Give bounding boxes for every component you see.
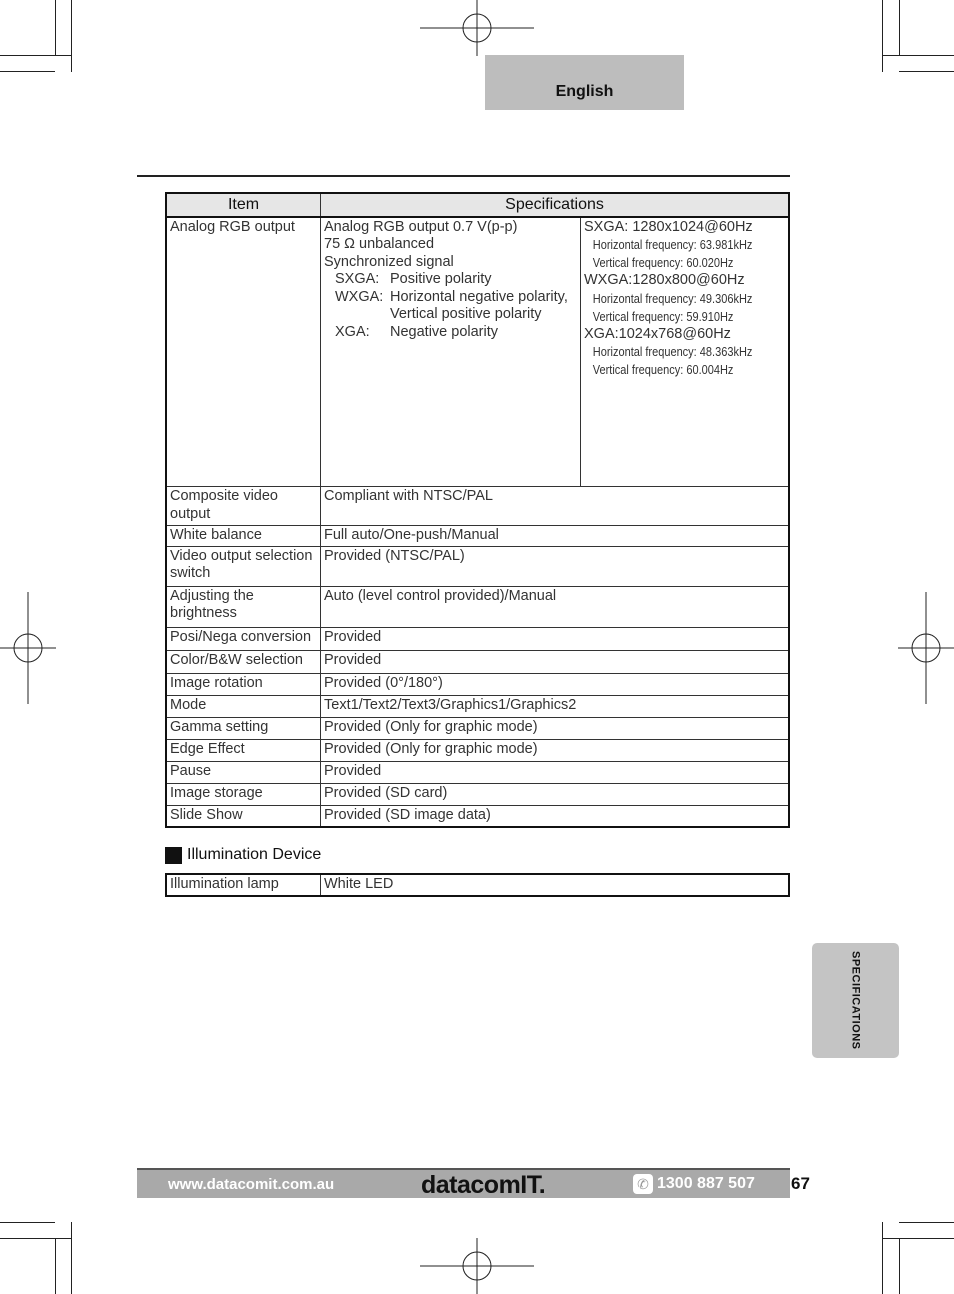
row-item: Video output selection switch xyxy=(166,546,321,586)
footer-phone xyxy=(633,1174,755,1194)
table-row xyxy=(166,717,789,739)
mode-vertical-frequency: Vertical frequency: 59.910Hz xyxy=(592,309,734,324)
signal-row xyxy=(324,289,577,324)
crop-mark xyxy=(0,71,55,72)
header-item: Item xyxy=(166,193,321,217)
row-spec: White LED xyxy=(321,874,790,896)
row-spec: Provided xyxy=(321,627,790,650)
analog-rgb-signal-cell xyxy=(321,217,581,487)
table-row xyxy=(166,761,789,783)
language-tab-label: English xyxy=(555,83,614,100)
analog-rgb-mode-cell xyxy=(581,217,790,487)
signal-row xyxy=(324,271,577,289)
crop-mark xyxy=(899,1222,954,1223)
signal-value: Positive polarity xyxy=(390,271,492,287)
section-side-tab xyxy=(812,943,899,1058)
specifications-table xyxy=(165,192,790,828)
section-heading-illumination xyxy=(165,846,321,864)
table-row xyxy=(166,805,789,827)
crop-mark xyxy=(0,55,72,56)
table-header-row xyxy=(166,193,789,217)
table-row xyxy=(166,526,789,547)
crop-mark xyxy=(899,0,900,55)
row-spec: Provided (Only for graphic mode) xyxy=(321,717,790,739)
row-spec: Provided (0°/180°) xyxy=(321,673,790,695)
registration-mark-icon xyxy=(0,592,56,704)
table-row xyxy=(166,783,789,805)
language-tab xyxy=(485,55,684,110)
table-row xyxy=(166,695,789,717)
row-spec: Provided (NTSC/PAL) xyxy=(321,546,790,586)
table-row xyxy=(166,739,789,761)
row-spec: Auto (level control provided)/Manual xyxy=(321,586,790,627)
signal-value-line: Vertical positive polarity xyxy=(390,306,542,322)
signal-key: SXGA: xyxy=(335,271,380,287)
row-item: Adjusting the brightness xyxy=(166,586,321,627)
row-spec: Provided (SD card) xyxy=(321,783,790,805)
table-row xyxy=(166,487,789,526)
row-item: Slide Show xyxy=(166,805,321,827)
crop-mark xyxy=(71,1222,72,1294)
row-item: Mode xyxy=(166,695,321,717)
table-row xyxy=(166,874,789,896)
footer-url: www.datacomit.com.au xyxy=(168,1176,335,1193)
crop-mark xyxy=(882,1238,954,1239)
signal-value xyxy=(390,289,568,324)
mode-name: SXGA: 1280x1024@60Hz xyxy=(584,218,753,235)
row-spec: Full auto/One-push/Manual xyxy=(321,526,790,547)
mode-horizontal-frequency: Horizontal frequency: 49.306kHz xyxy=(592,291,753,306)
table-row xyxy=(166,627,789,650)
crop-mark xyxy=(0,1238,72,1239)
row-spec: Compliant with NTSC/PAL xyxy=(321,487,790,526)
crop-mark xyxy=(899,1238,900,1294)
mode-horizontal-frequency: Horizontal frequency: 63.981kHz xyxy=(592,238,753,252)
row-item: Pause xyxy=(166,761,321,783)
registration-mark-icon xyxy=(898,592,954,704)
row-spec: Text1/Text2/Text3/Graphics1/Graphics2 xyxy=(321,695,790,717)
table-row xyxy=(166,650,789,673)
crop-mark xyxy=(882,55,954,56)
registration-mark-icon xyxy=(420,0,534,56)
mode-horizontal-frequency: Horizontal frequency: 48.363kHz xyxy=(592,345,753,359)
row-item: Edge Effect xyxy=(166,739,321,761)
crop-mark xyxy=(899,71,954,72)
row-item: Color/B&W selection xyxy=(166,650,321,673)
row-item: Image rotation xyxy=(166,673,321,695)
table-row xyxy=(166,586,789,627)
table-row xyxy=(166,673,789,695)
crop-mark xyxy=(882,1222,883,1294)
signal-key: XGA: xyxy=(335,323,370,340)
mode-name: WXGA:1280x800@60Hz xyxy=(584,272,745,288)
spec-line: Analog RGB output 0.7 V(p-p) xyxy=(324,218,518,235)
section-heading-text: Illumination Device xyxy=(187,846,322,863)
spec-line: 75 Ω unbalanced xyxy=(324,236,435,252)
spec-line: Synchronized signal xyxy=(324,253,454,270)
row-item: Illumination lamp xyxy=(166,874,321,896)
row-spec: Provided xyxy=(321,650,790,673)
header-rule xyxy=(137,175,790,177)
row-spec: Provided xyxy=(321,761,790,783)
row-item: Gamma setting xyxy=(166,717,321,739)
table-row xyxy=(166,546,789,586)
row-item: White balance xyxy=(166,526,321,547)
row-spec: Provided (SD image data) xyxy=(321,805,790,827)
row-item: Posi/Nega conversion xyxy=(166,627,321,650)
page-number: 67 xyxy=(791,1174,810,1193)
registration-mark-icon xyxy=(420,1238,534,1294)
row-spec: Provided (Only for graphic mode) xyxy=(321,739,790,761)
crop-mark xyxy=(882,0,883,72)
crop-mark xyxy=(55,1238,56,1294)
mode-vertical-frequency: Vertical frequency: 60.020Hz xyxy=(592,256,734,270)
signal-key: WXGA: xyxy=(335,288,384,305)
crop-mark xyxy=(0,1222,55,1223)
phone-icon: ✆ xyxy=(633,1174,653,1194)
signal-value: Negative polarity xyxy=(390,323,498,340)
square-bullet-icon xyxy=(165,847,182,864)
footer-phone-number: 1300 887 507 xyxy=(657,1175,755,1192)
row-item: Composite video output xyxy=(166,487,321,526)
mode-vertical-frequency: Vertical frequency: 60.004Hz xyxy=(592,363,734,377)
row-item: Image storage xyxy=(166,783,321,805)
signal-row xyxy=(324,324,577,342)
mode-name: XGA:1024x768@60Hz xyxy=(584,325,731,342)
header-specifications: Specifications xyxy=(321,193,790,217)
crop-mark xyxy=(55,0,56,55)
signal-value-line: Horizontal negative polarity, xyxy=(390,288,568,305)
footer-logo: datacomIT. xyxy=(421,1171,546,1199)
footer-bar xyxy=(137,1168,790,1198)
row-item: Analog RGB output xyxy=(166,217,321,487)
table-row xyxy=(166,217,789,487)
side-tab-label: SPECIFICATIONS xyxy=(849,951,862,1050)
illumination-table xyxy=(165,873,790,897)
crop-mark xyxy=(71,0,72,72)
